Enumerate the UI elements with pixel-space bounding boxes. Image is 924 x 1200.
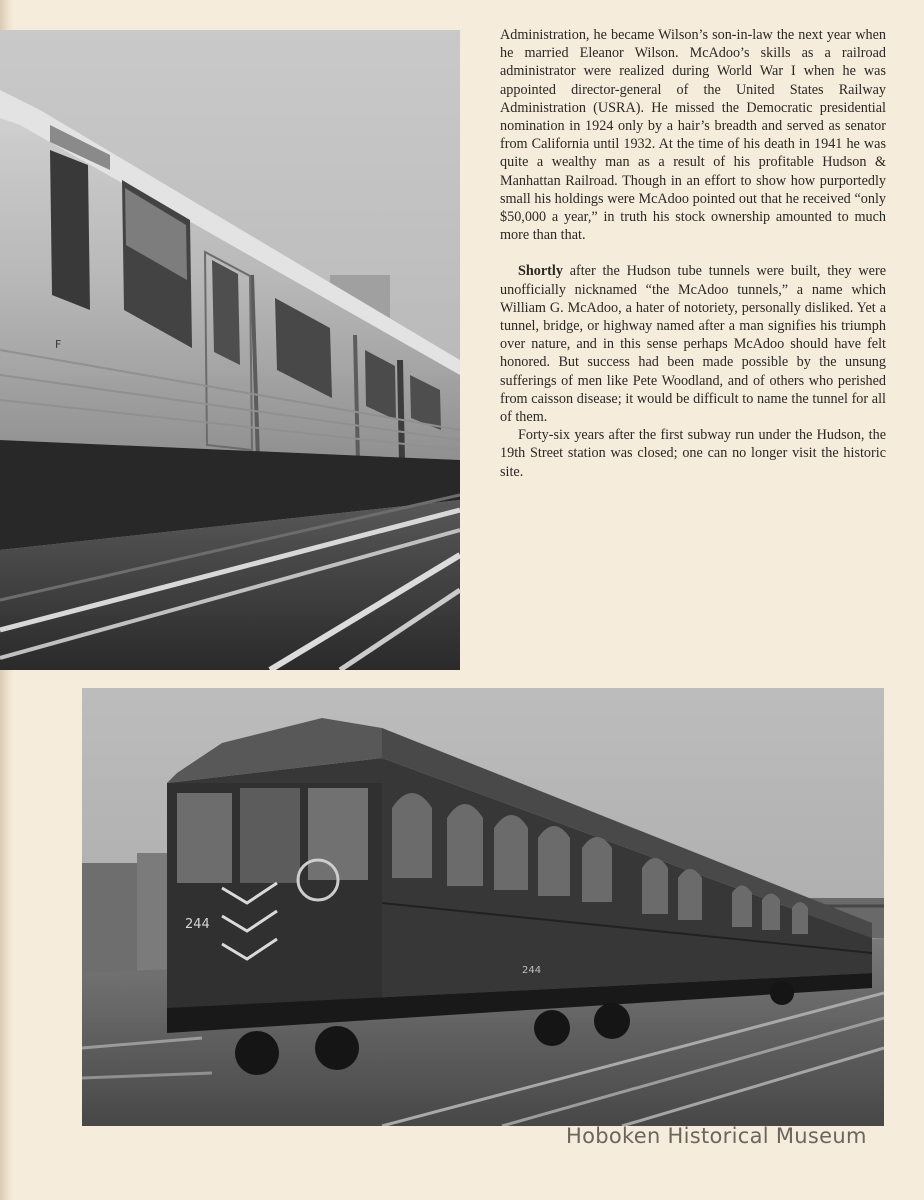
front-car-number: 244 — [185, 917, 210, 932]
paragraph-body: Forty-six years after the first subway run under the Hudson, the 19th Street station was closed; one can no longer visit the historic site. — [500, 427, 886, 480]
article-paragraph — [500, 262, 886, 426]
article-paragraph — [500, 26, 886, 244]
historic-subway-car-photo — [82, 688, 884, 1126]
article-paragraph — [500, 426, 886, 481]
museum-watermark: Hoboken Historical Museum — [566, 1124, 867, 1148]
modern-transit-car-photo — [0, 30, 460, 670]
article-text-column — [500, 26, 886, 481]
paragraph-body: after the Hudson tube tunnels were built, they were unofficially nicknamed “the McAdoo tunnels,” a name which William G. McAdoo, a hater of notoriety, personally disliked. Yet a tunnel, bridge, or highway named after a man signifies his triumph over nature, and in this sense perhaps McAdoo should have felt honored. But success had been made possible by the unsung sufferings of men like Pete Woodland, and of others who perished from caisson disease; it would be difficult to name the tunnel for all of them. — [500, 263, 886, 426]
car-letter: F — [55, 338, 62, 351]
paragraph-body: Administration, he became Wilson’s son-in-law the next year when he married Eleanor Wilson. McAdoo’s skills as a railroad administrator were realized during World War I when he was appointed director-general of the United States Railway Administration (USRA). He missed the Democratic presidential nomination in 1924 only by a hair’s breadth and served as senator from California until 1932. At the time of his death in 1941 he was quite a wealthy man as a result of his profitable Hudson & Manhattan Railroad. Though in an effort to show how purportedly small his holdings were McAdoo pointed out that he received “only $50,000 a year,” in truth his stock ownership amounted to much more than that. — [500, 27, 886, 244]
side-car-number: 244 — [522, 965, 542, 976]
paragraph-lead: Shortly — [518, 263, 563, 280]
